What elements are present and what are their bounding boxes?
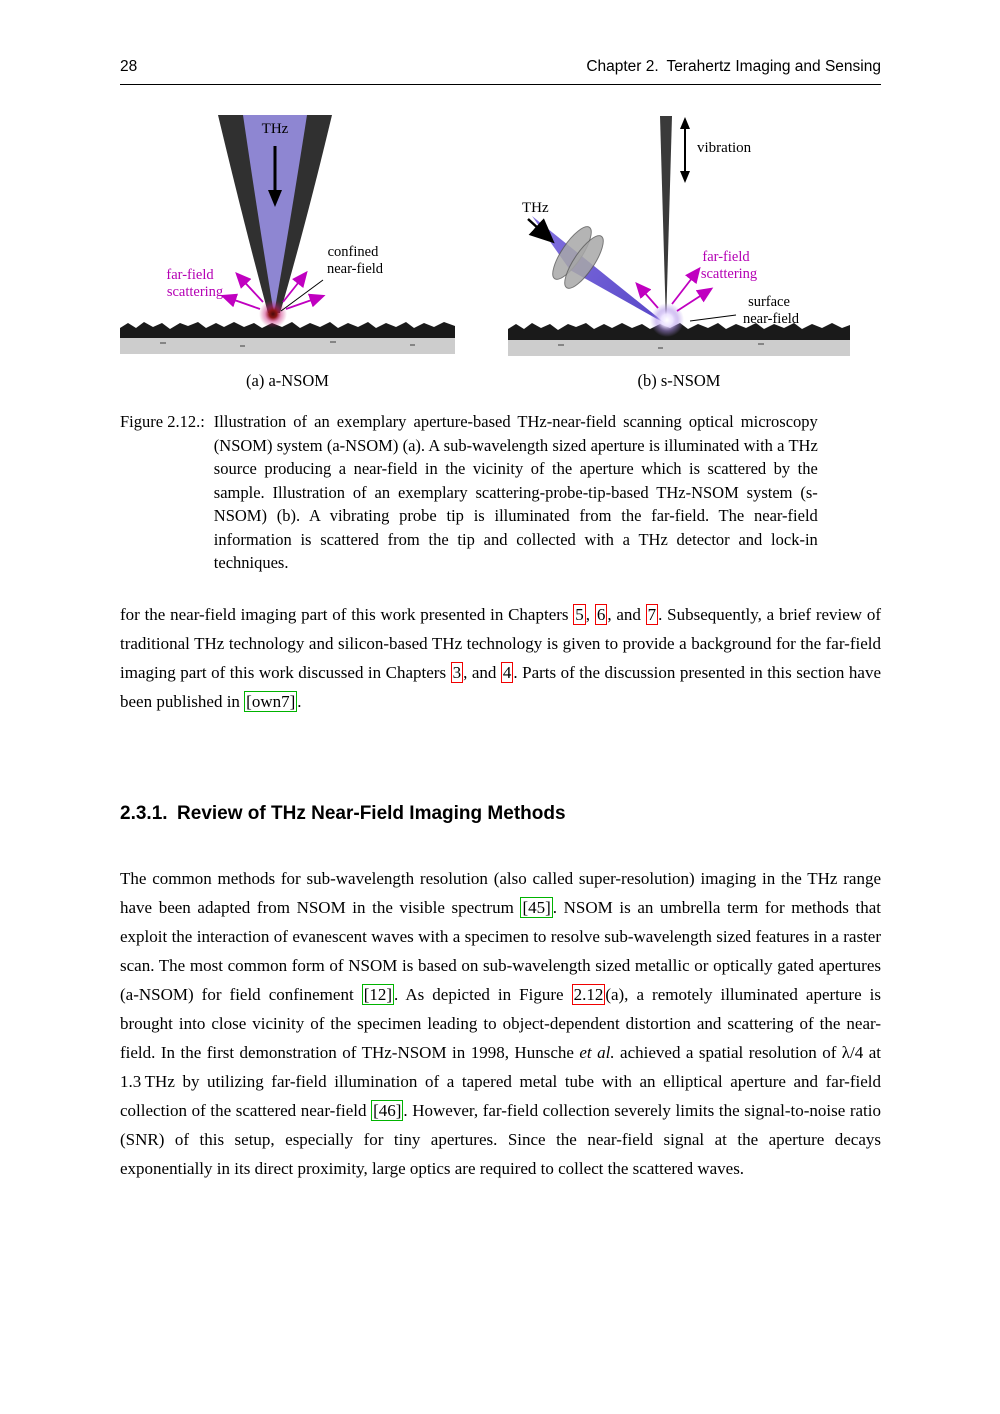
- text-run: (a), a remotely illuminated aperture is brought into close vicinity of the specimen leading to object-dependent distortion and scattering of the near-field. In the first demonstration of THz-NSOM in 1998, Hunsche: [120, 985, 881, 1062]
- text-run: The common methods for sub-wavelength resolution (also called super-resolution) imaging in the THz range have been adapted from NSOM in the visible spectrum: [120, 869, 881, 917]
- citation-12[interactable]: [12]: [363, 985, 393, 1004]
- thz-label: THz: [261, 121, 289, 137]
- far-field-scattering-label-line2: scattering: [700, 266, 758, 282]
- chapter-title: Chapter 2. Terahertz Imaging and Sensing: [586, 58, 881, 75]
- et-al-italic: et al.: [579, 1043, 615, 1062]
- section-heading: 2.3.1. Review of THz Near-Field Imaging Methods: [120, 803, 566, 824]
- vibration-label: vibration: [697, 140, 752, 156]
- confined-near-field-label-line1: confined: [327, 244, 379, 260]
- scatter-arrow: [286, 296, 323, 309]
- near-field-glow: [259, 300, 287, 328]
- surface-speckle: [160, 342, 166, 344]
- vibration-arrowhead-up-icon: [680, 117, 690, 129]
- far-field-scattering-label-line1: far-field: [702, 249, 750, 265]
- text-run: .: [297, 692, 302, 711]
- text-run: for the near-field imaging part of this work presented in Chapters: [120, 605, 574, 624]
- chapter-ref-3[interactable]: 3: [452, 663, 462, 682]
- near-field-glow: [650, 303, 684, 337]
- subcaption-b: (b) s-NSOM: [637, 371, 721, 390]
- text-run: . Parts of the discussion presented in this section have been published in: [120, 663, 882, 711]
- figure-caption: [120, 410, 836, 575]
- thz-beam: [532, 216, 666, 324]
- figure-a-nsom: [120, 112, 455, 360]
- text-run: . NSOM is an umbrella term for methods that exploit the interaction of evanescent waves with a specimen to resolve sub-wavelength sized features in a raster scan. The most common form of NSOM is based on sub-wavelength sized metallic or optically gated apertures (a-NSOM) for field confinement: [120, 898, 881, 1004]
- vibration-arrowhead-down-icon: [680, 171, 690, 183]
- surface-speckle: [658, 347, 663, 349]
- text-run: , and: [607, 605, 646, 624]
- scatter-arrow: [223, 296, 260, 309]
- probe-tip: [660, 116, 672, 325]
- text-run: . However, far-field collection severely limits the signal-to-noise ratio (SNR) of this setup, especially for tiny apertures. Since the near-field signal at the aperture decays exponentially in its direct proximity, large optics are required to collect the scattered waves.: [120, 1101, 881, 1178]
- chapter-ref-4[interactable]: 4: [502, 663, 512, 682]
- page-header: [120, 58, 881, 85]
- surface-speckle: [240, 345, 245, 347]
- text-run: ,: [585, 605, 595, 624]
- figure-ref-2-12[interactable]: 2.12: [573, 985, 604, 1004]
- surface-speckle: [410, 344, 415, 346]
- far-field-scattering-label-line1: far-field: [166, 267, 214, 283]
- chapter-ref-7[interactable]: 7: [647, 605, 657, 624]
- surface-speckle: [558, 344, 564, 346]
- paragraph-intro: [120, 600, 881, 716]
- chapter-ref-6[interactable]: 6: [596, 605, 606, 624]
- text-run: . Subsequently, a brief review of traditional THz technology and silicon-based THz technology is given to provide a background for the far-field imaging part of this work discussed in Chapters: [120, 605, 882, 682]
- citation-45[interactable]: [45]: [522, 898, 551, 917]
- surface-near-field-pointer-line: [690, 315, 736, 321]
- confined-near-field-label-line2: near-field: [326, 261, 384, 277]
- figure-s-nsom: [508, 112, 850, 360]
- chapter-ref-5[interactable]: 5: [575, 605, 584, 624]
- text-run: achieved a spatial resolution of λ/4 at 1.3 THz by utilizing far-field illumination of a tapered metal tube with an elliptical aperture and far-field collection of the scattered near-field: [120, 1043, 881, 1120]
- far-field-scattering-label-line2: scattering: [166, 284, 224, 300]
- subcaption-a: (a) a-NSOM: [246, 371, 329, 390]
- surface-near-field-label-line2: near-field: [742, 311, 800, 327]
- sample-rough-surface: [120, 322, 455, 338]
- figure-caption-label: Figure 2.12.:: [120, 412, 205, 431]
- citation-46[interactable]: [46]: [373, 1101, 402, 1120]
- paragraph-nsom-review: [120, 864, 881, 1183]
- text-run: , and: [463, 663, 501, 682]
- text-run: . As depicted in Figure: [394, 985, 572, 1004]
- citation-own7[interactable]: [own7]: [246, 692, 296, 711]
- surface-speckle: [330, 341, 336, 343]
- page-number: 28: [120, 58, 138, 75]
- surface-speckle: [758, 343, 764, 345]
- figure-caption-text: Illustration of an exemplary aperture-based THz-near-field scanning optical microscopy (NSOM) system (a-NSOM) (a). A sub-wavelength sized aperture is illuminated with a THz source producing a near-field in the vicinity of the aperture which is scattered by the sample. Illustration of an exemplary scattering-probe-tip-based THz-NSOM system (s-NSOM) (b). A vibrating probe tip is illuminated from the far-field. The near-field information is scattered from the tip and collected with a THz detector and lock-in techniques.: [213, 412, 818, 572]
- surface-near-field-label-line1: surface: [748, 294, 790, 310]
- thz-label: THz: [522, 200, 549, 216]
